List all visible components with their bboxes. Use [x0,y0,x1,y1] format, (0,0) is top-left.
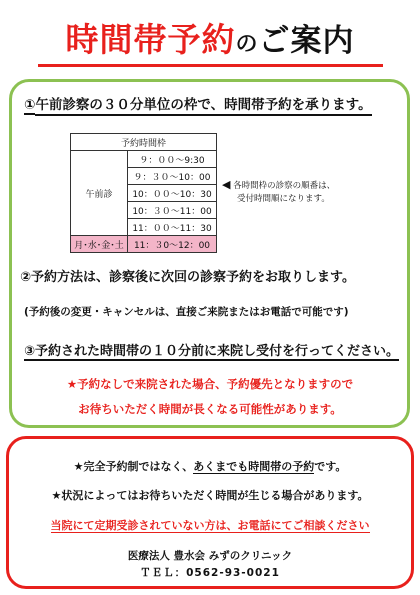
section-2-sub: (予約後の変更・キャンセルは、直接ご来院またはお電話で可能です) [24,306,349,318]
page-title [0,14,420,61]
special-slot-cell: 11：３0～12：00 [128,236,217,253]
slot-cell: ９：３０～10：00 [128,168,217,185]
slot-cell: ９：００～9:30 [128,151,217,168]
session-label: 午前診 [71,151,128,236]
schedule-table [70,133,217,253]
schedule-header: 予約時間枠 [71,134,217,151]
schedule-note [222,178,335,206]
note-line-1: 各時間枠の診察の順番は、 [233,181,336,191]
note-line-2: 受付時間順になります。 [237,194,330,204]
clinic-tel: ＴＥＬ：0562-93-0021 [140,567,280,579]
footer-line-2: ★状況によってはお待ちいただく時間が生じる場合があります。 [51,489,369,502]
section-2: ②予約方法は、診察後に次回の診察予約をお取りします。 [20,270,355,285]
warning-line-2: お待ちいただく時間が長くなる可能性があります。 [78,402,342,416]
title-particle: の [235,32,259,57]
section-3 [24,340,399,359]
title-main: 時間帯予約 [65,20,236,59]
warning-line-1: ★予約なしで来院された場合、予約優先となりますので [66,377,354,391]
footer-line-1-pre: ★完全予約制ではなく、 [73,460,194,473]
clinic-name: 医療法人 豊水会 みずのクリニック [127,550,293,562]
section-3-text: 予約された時間帯の１０分前に来院し受付を行ってください。 [35,344,400,359]
title-sub: ご案内 [258,23,355,59]
arrow-left-icon: ◀ [222,178,231,191]
footer-line-1-post: です。 [314,460,347,473]
section-1 [24,93,372,113]
slot-cell: 10：３０～11：00 [128,202,217,219]
footer-line-3-text: 当院にて定期受診されていない方は、お電話にてご相談ください [50,519,370,532]
footer-line-1 [0,458,420,474]
title-underline [38,64,383,67]
slot-cell: 10：００～10：30 [128,185,217,202]
slot-cell: 11：００～11：30 [128,219,217,236]
special-days-cell: 月･水･金･土 [71,236,128,253]
footer-line-1-underlined: あくまでも時間帯の予約 [193,460,315,473]
footer-line-3 [0,517,420,533]
section-1-number: ① [24,97,36,113]
section-1-text: 午前診察の３０分単位の枠で、時間帯予約を承ります。 [35,97,371,116]
section-3-number: ③ [24,344,36,359]
